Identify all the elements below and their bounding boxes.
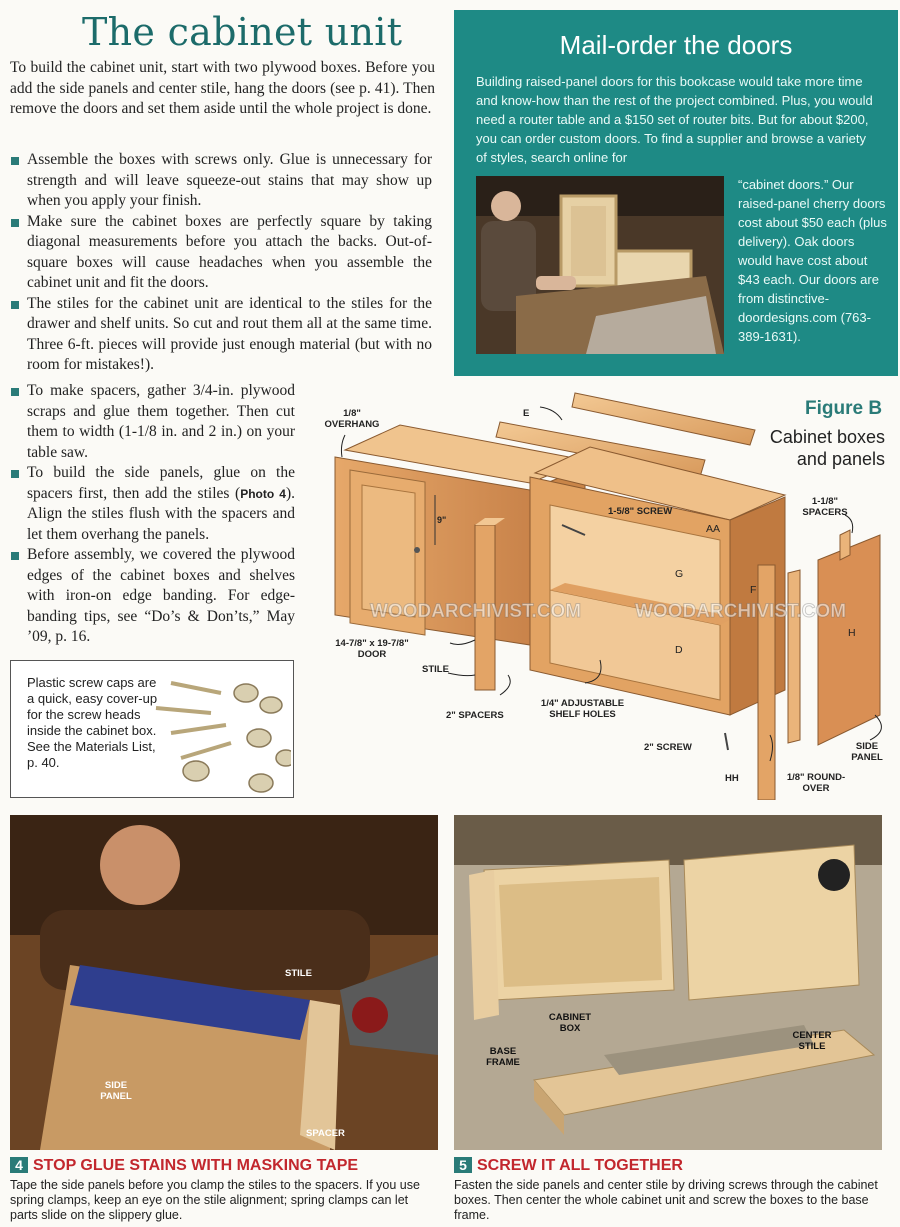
- clamping-illustration: [10, 815, 438, 1150]
- bullet-list-narrow: [10, 381, 295, 648]
- screw-caps-illustration: [151, 663, 291, 793]
- photo4-label-stile: STILE: [285, 968, 312, 979]
- list-item: [10, 463, 295, 545]
- figure-subtitle: Cabinet boxes and panels: [769, 427, 885, 469]
- label-d: D: [675, 644, 683, 656]
- list-item: Make sure the cabinet boxes are perfectly square by taking diagonal measurements before you attach the backs. Out-of-square boxes will cause headaches when you assemble the cabinet unit and fit the doors.: [10, 212, 432, 294]
- photo5-caption: Fasten the side panels and center stile by driving screws through the cabinet boxes. Then center the whole cabinet unit and screw the boxes to the base frame.: [454, 1178, 878, 1222]
- label-screw-2: 2" SCREW: [644, 742, 692, 753]
- screw-caps-callout: [10, 660, 294, 798]
- label-f: F: [750, 584, 757, 596]
- list-item: Assemble the boxes with screws only. Glue is unnecessary for strength and will leave squeeze-out stains that may show up when you apply your finish.: [10, 150, 432, 212]
- label-side-panel: SIDE PANEL: [851, 741, 883, 763]
- list-item: The stiles for the cabinet unit are identical to the stiles for the drawer and shelf units. So cut and rout them all at the same time. Three 6-ft. pieces will provide just enough material (but with no room for mistakes!).: [10, 294, 432, 376]
- callout-text: Plastic screw caps are a quick, easy cover-up for the screw heads inside the cabinet box. See the Materials List, p. 40.: [27, 675, 158, 770]
- photo-masking-tape: [10, 815, 438, 1150]
- label-e: E: [523, 408, 530, 419]
- photo4-heading: [10, 1157, 358, 1175]
- photo-screw-together: [454, 815, 882, 1150]
- label-g: G: [675, 568, 684, 580]
- sidebar-paragraph: “cabinet doors.” Our raised-panel cherry doors cost about $50 each (plus delivery). Oak doors would have cost about $43 each. Our doors are from distinctive-doordesigns.com (763-389-1631).: [738, 177, 887, 344]
- photo5-label-cabinet-box: CABINET BOX: [548, 1012, 592, 1034]
- bullet-text: ). Align the stiles flush with the spacers and let them overhang the panels.: [27, 484, 296, 543]
- label-nine: 9": [437, 515, 447, 525]
- mail-order-sidebar: [454, 10, 898, 376]
- sidebar-paragraph: Building raised-panel doors for this bookcase would take more time and know-how than the rest of the project combined. Plus, you would need a router table and a $150 set of router bits. But for about $200, you can order custom doors. To find a supplier and browse a variety of styles, search online for: [476, 74, 873, 165]
- watermark-right: WOODARCHIVIST.COM: [635, 601, 847, 622]
- list-item: To make spacers, gather 3/4-in. plywood scraps and glue them together. Then cut them to width (1-1/8 in. and 2 in.) on your table saw.: [10, 381, 295, 463]
- label-hh: HH: [725, 773, 739, 784]
- photo5-number: 5: [454, 1157, 472, 1173]
- figure-label: Figure B: [805, 398, 883, 419]
- label-door: 14-7/8" x 19-7/8" DOOR: [335, 638, 409, 660]
- label-overhang: 1/8" OVERHANG: [324, 408, 380, 430]
- label-spacers-118: 1-1/8" SPACERS: [802, 496, 848, 518]
- list-item: Before assembly, we covered the plywood edges of the cabinet boxes and shelves with iron-on edge banding. For edge-banding tips, see “Do’s & Don’ts,” May ’09, p. 16.: [10, 545, 295, 648]
- photo5-heading: [454, 1157, 683, 1175]
- label-h: H: [848, 627, 856, 639]
- assembly-illustration: [454, 815, 882, 1150]
- doors-box-photo: [476, 176, 724, 354]
- page-title: The cabinet unit: [82, 10, 403, 54]
- intro-paragraph: To build the cabinet unit, start with two plywood boxes. Before you add the side panels and center stile, hang the doors (see p. 41). Then remove the doors and set them aside until the whole project is done.: [10, 59, 435, 117]
- photo5-label-center-stile: CENTER STILE: [792, 1030, 832, 1052]
- label-aa: AA: [706, 523, 721, 535]
- photo-reference: Photo 4: [240, 486, 286, 501]
- sidebar-heading: Mail-order the doors: [559, 30, 793, 60]
- bullet-list-wide: [10, 150, 432, 376]
- label-roundover: 1/8" ROUND-OVER: [786, 772, 846, 794]
- photo4-number: 4: [10, 1157, 28, 1173]
- doors-box-illustration: [476, 176, 724, 354]
- photo5-label-base-frame: BASE FRAME: [486, 1046, 520, 1068]
- cabinet-exploded-diagram: [300, 385, 900, 800]
- label-shelf-holes: 1/4" ADJUSTABLE SHELF HOLES: [540, 698, 625, 720]
- photo5-heading-text: SCREW IT ALL TOGETHER: [477, 1157, 683, 1174]
- bullet-text: To build the side panels, glue on the spacers first, then add the stiles (: [27, 464, 295, 502]
- label-screw-158: 1-5/8" SCREW: [608, 506, 673, 517]
- photo4-caption: Tape the side panels before you clamp the stiles to the spacers. If you use spring clamps, keep an eye on the stile alignment; spring clamps can let parts slide on the slippery glue.: [10, 1178, 420, 1222]
- label-spacers-2: 2" SPACERS: [446, 710, 504, 721]
- label-stile: STILE: [422, 664, 449, 675]
- photo4-label-side-panel: SIDE PANEL: [100, 1080, 132, 1102]
- watermark-left: WOODARCHIVIST.COM: [370, 601, 582, 622]
- photo4-heading-text: STOP GLUE STAINS WITH MASKING TAPE: [33, 1157, 359, 1174]
- photo4-label-spacer: SPACER: [306, 1128, 345, 1139]
